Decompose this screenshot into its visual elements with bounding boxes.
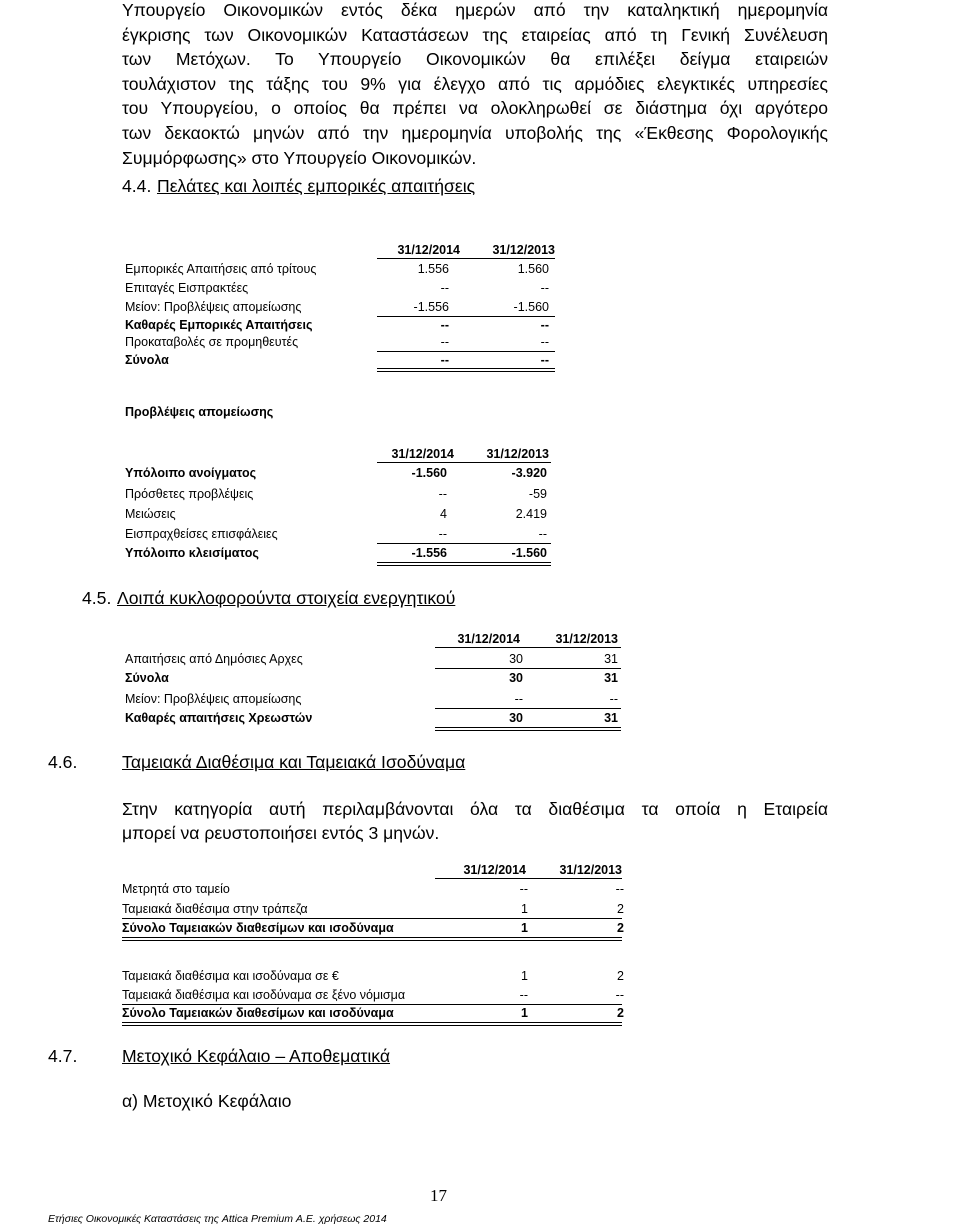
cell-2013: -- [540,335,549,349]
cell-2013: -59 [528,487,547,501]
table-row [125,466,547,484]
section-number: 4.7. [48,1046,78,1066]
subtotal-underline [122,1004,622,1005]
cell-2014: -- [440,318,449,332]
column-header: 31/12/2013 [486,447,549,461]
row-label: Απαιτήσεις από Δημόσιες Αρχες [125,652,303,666]
section-heading-4-7 [48,1046,391,1067]
cell-2013: 2.419 [515,507,547,521]
cell-2014: 1 [521,1006,528,1020]
intro-line: των Μετόχων. Το Υπουργείο Οικονομικών θα επιλέξει δείγμα εταιρειών [122,49,828,70]
page-footer: Ετήσιες Οικονομικές Καταστάσεις της Attica Premium Α.Ε. χρήσεως 2014 [48,1213,387,1225]
subsection-title: α) Μετοχικό Κεφάλαιο [122,1091,292,1111]
total-double-underline [377,562,551,566]
paragraph-line: μπορεί να ρευστοποιήσει εντός 3 μηνών. [122,823,440,843]
table-row [125,507,547,525]
section-heading-4-6 [48,752,466,773]
section-title: Λοιπά κυκλοφορούντα στοιχεία ενεργητικού [117,588,456,608]
provisions-title: Προβλέψεις απομείωσης [125,405,274,419]
section-heading-4-5 [82,588,456,609]
header-underline [377,258,555,259]
cell-2013: -- [540,281,549,295]
section-heading-4-4 [122,176,476,197]
cell-2014: -- [440,281,449,295]
table-row [122,882,624,900]
cell-2014: 1.556 [417,262,449,276]
cell-2013: -- [615,882,624,896]
column-header: 31/12/2013 [555,632,618,646]
row-label: Μείον: Προβλέψεις απομείωσης [125,692,302,706]
cell-2013: -- [540,353,549,367]
cell-2013: -1.560 [511,546,547,560]
total-double-underline [122,1022,622,1026]
table-row [122,969,624,987]
row-label: Σύνολα [125,353,169,367]
row-label: Προκαταβολές σε προμηθευτές [125,335,299,349]
cell-2014: -- [519,882,528,896]
total-double-underline [435,727,621,731]
header-underline [435,647,621,648]
row-label: Υπόλοιπο ανοίγματος [125,466,257,480]
row-label: Ταμειακά διαθέσιμα στην τράπεζα [122,902,308,916]
row-label: Εισπραχθείσες επισφάλειες [125,527,278,541]
cell-2014: 30 [509,711,523,725]
cell-2013: 2 [617,921,624,935]
cell-2014: 30 [509,671,523,685]
section-number: 4.6. [48,752,78,772]
table-row [125,487,547,505]
intro-line: των δεκαοκτώ μηνών από την ημερομηνία υποβολής της «Έκθεσης Φορολογικής [122,122,828,143]
cell-2014: -1.556 [413,300,449,314]
row-label: Ταμειακά διαθέσιμα και ισοδύναμα σε ξένο νόμισμα [122,988,406,1002]
cell-2013: 1.560 [517,262,549,276]
section-number: 4.4. [122,176,152,196]
cell-2014: 1 [521,921,528,935]
column-header: 31/12/2013 [559,863,622,877]
section-number: 4.5. [82,588,112,608]
subtotal-underline [435,668,621,669]
paragraph-line: Στην κατηγορία αυτή περιλαμβάνονται όλα τα διαθέσιμα τα οποία η Εταιρεία [122,799,828,819]
cell-2013: -- [538,527,547,541]
intro-paragraph [122,0,828,170]
cell-2014: -- [440,353,449,367]
table-row [125,318,549,336]
header-underline [377,462,551,463]
section-title: Πελάτες και λοιπές εμπορικές απαιτήσεις [157,176,476,196]
cell-2013: 2 [617,902,624,916]
intro-line: του Υπουργείου, ο οποίος θα πρέπει να ολοκληρωθεί σε διάστημα όχι αργότερο [122,98,828,119]
subtotal-underline [377,316,555,317]
cell-2013: 31 [604,711,618,725]
cell-2014: -- [440,335,449,349]
page-number: 17 [430,1186,447,1205]
table-row [125,281,549,299]
row-label: Πρόσθετες προβλέψεις [125,487,254,501]
table-row [125,262,549,280]
subtotal-underline [122,918,622,919]
column-header: 31/12/2014 [391,447,454,461]
total-double-underline [122,937,622,941]
cell-2013: -1.560 [513,300,549,314]
cell-2014: 1 [521,969,528,983]
row-label: Υπόλοιπο κλεισίματος [125,546,259,560]
cell-2014: -- [438,527,447,541]
row-label: Ταμειακά διαθέσιμα και ισοδύναμα σε € [122,969,339,983]
column-header: 31/12/2013 [492,243,555,257]
row-label: Καθαρές απαιτήσεις Χρεωστών [125,711,313,725]
row-label: Επιταγές Εισπρακτέες [125,281,249,295]
table-row [125,671,618,689]
cash-paragraph [122,797,828,845]
row-label: Σύνολα [125,671,169,685]
row-label: Μείον: Προβλέψεις απομείωσης [125,300,302,314]
intro-line: τουλάχιστον της τάξης του 9% για έλεγχο από τις αρμόδιες ελεγκτικές υπηρεσίες [122,73,828,94]
row-label: Σύνολο Ταμειακών διαθεσίμων και ισοδύναμα [122,921,394,935]
row-label: Εμπορικές Απαιτήσεις από τρίτους [125,262,317,276]
row-label: Σύνολο Ταμειακών διαθεσίμων και ισοδύναμα [122,1006,394,1020]
row-label: Μετρητά στο ταμείο [122,882,230,896]
cell-2013: 2 [617,969,624,983]
row-label: Καθαρές Εμπορικές Απαιτήσεις [125,318,313,332]
cell-2014: -1.560 [411,466,447,480]
cell-2013: -- [540,318,549,332]
section-title: Μετοχικό Κεφάλαιο – Αποθεματικά [122,1046,391,1066]
cell-2014: 30 [509,652,523,666]
cell-2013: 31 [604,671,618,685]
cell-2013: 2 [617,1006,624,1020]
column-header: 31/12/2014 [397,243,460,257]
header-underline [435,878,622,879]
row-label: Μειώσεις [125,507,176,521]
column-header: 31/12/2014 [457,632,520,646]
cell-2013: -3.920 [511,466,547,480]
cell-2014: -- [438,487,447,501]
cell-2013: -- [615,988,624,1002]
cell-2014: -- [514,692,523,706]
cell-2014: -- [519,988,528,1002]
column-header: 31/12/2014 [463,863,526,877]
cell-2013: 31 [604,652,618,666]
total-underline [377,351,555,352]
total-double-underline [377,368,555,372]
subtotal-underline [377,543,551,544]
cell-2013: -- [609,692,618,706]
intro-line: Υπουργείο Οικονομικών εντός δέκα ημερών από την καταληκτική ημερομηνία [122,0,828,20]
intro-line: έγκρισης των Οικονομικών Καταστάσεων της εταιρείας από τη Γενική Συνέλευση [122,24,828,45]
intro-line: Συμμόρφωσης» στο Υπουργείο Οικονομικών. [122,147,477,168]
cell-2014: 4 [440,507,447,521]
cell-2014: 1 [521,902,528,916]
subtotal-underline [435,708,621,709]
section-title: Ταμειακά Διαθέσιμα και Ταμειακά Ισοδύναμα [122,752,466,772]
cell-2014: -1.556 [411,546,447,560]
